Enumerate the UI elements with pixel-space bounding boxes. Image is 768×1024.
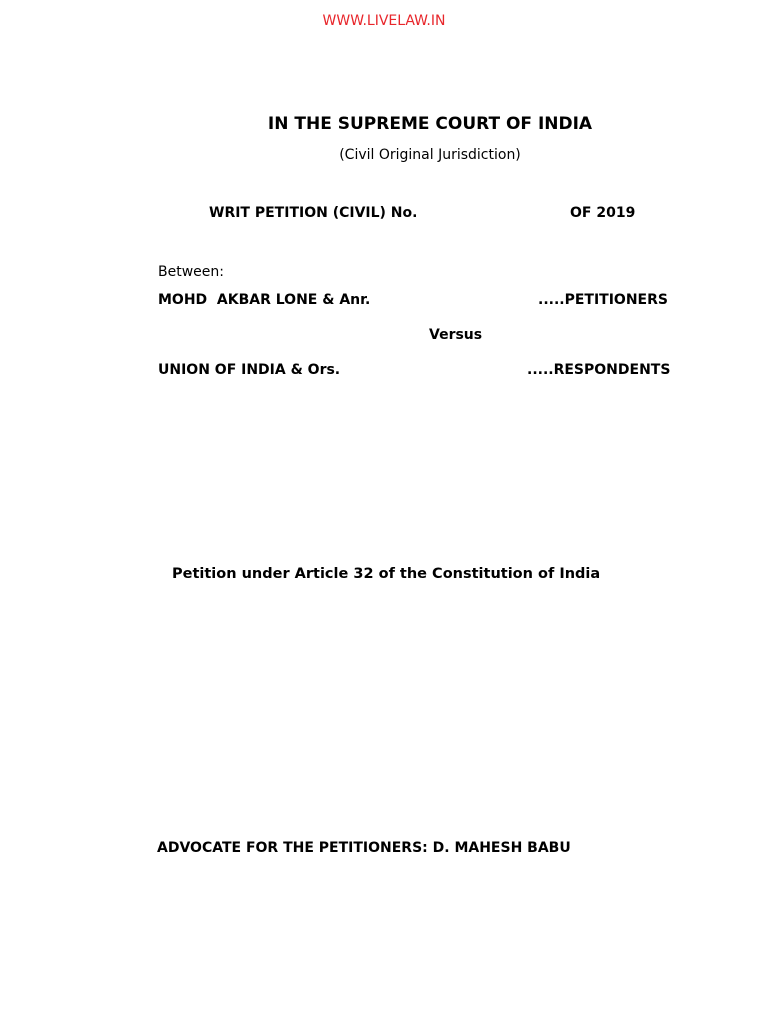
- jurisdiction-subtitle: (Civil Original Jurisdiction): [339, 147, 521, 163]
- between-label: Between:: [158, 264, 224, 280]
- petitioner-name: MOHD AKBAR LONE & Anr.: [158, 292, 371, 308]
- advocate-line: ADVOCATE FOR THE PETITIONERS: D. MAHESH BABU: [157, 840, 571, 856]
- petitioner-role: .....PETITIONERS: [538, 292, 668, 308]
- versus-label: Versus: [429, 327, 483, 343]
- respondent-role: .....RESPONDENTS: [527, 362, 671, 378]
- livelaw-watermark: WWW.LIVELAW.IN: [322, 13, 446, 29]
- respondent-name: UNION OF INDIA & Ors.: [158, 362, 341, 378]
- petition-article-statement: Petition under Article 32 of the Constitution of India: [172, 566, 601, 582]
- petition-number-label: WRIT PETITION (CIVIL) No.: [209, 205, 418, 221]
- petition-year-label: OF 2019: [570, 205, 636, 221]
- court-title: IN THE SUPREME COURT OF INDIA: [267, 114, 593, 134]
